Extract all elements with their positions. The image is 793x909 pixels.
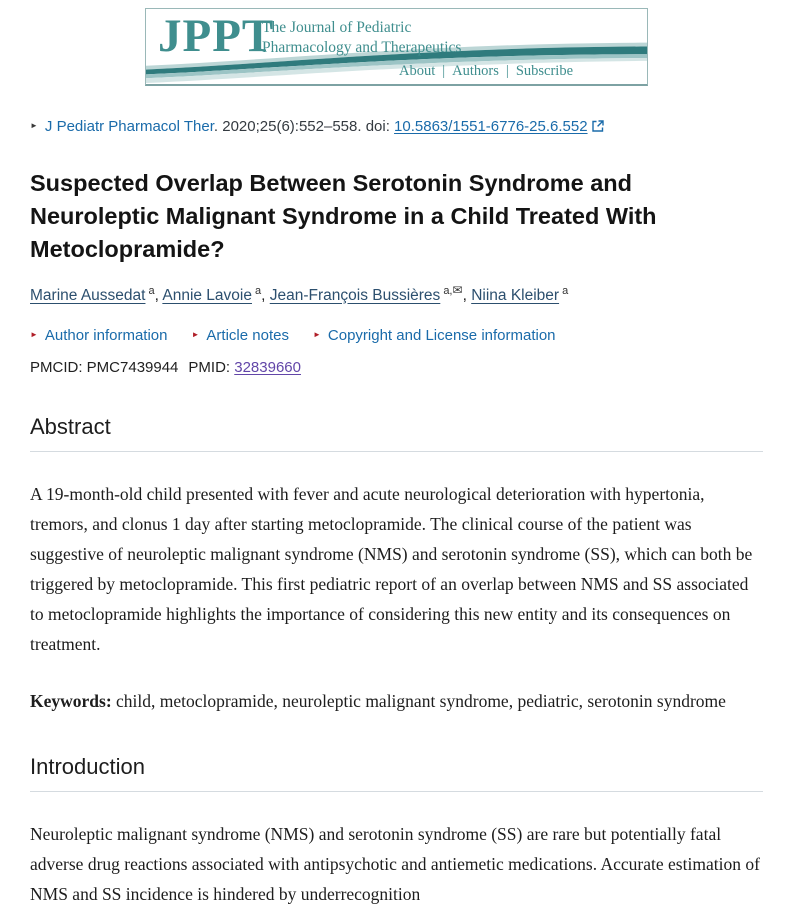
banner-nav bbox=[399, 63, 573, 80]
citation-detail: . 2020;25(6):552–558. doi: bbox=[213, 118, 395, 135]
author-affiliation-sup: a bbox=[148, 284, 155, 297]
pmcid-label: PMCID: bbox=[30, 358, 87, 376]
external-link-icon bbox=[592, 120, 604, 132]
envelope-icon[interactable]: ✉ bbox=[452, 282, 463, 297]
journal-name bbox=[262, 18, 461, 58]
nav-separator: | bbox=[505, 63, 509, 79]
author-separator: , bbox=[462, 286, 472, 304]
author-information-link[interactable] bbox=[30, 327, 168, 344]
article-info-links bbox=[30, 327, 763, 344]
author-link[interactable]: Annie Lavoie bbox=[162, 286, 252, 304]
banner-nav-subscribe[interactable]: Subscribe bbox=[515, 63, 573, 79]
author-link[interactable]: Niina Kleiber bbox=[471, 286, 560, 304]
citation-line bbox=[30, 118, 763, 135]
introduction-text: Neuroleptic malignant syndrome (NMS) and serotonin syndrome (SS) are rare but potentially fatal adverse drug reactions associated with antipsychotic and antiemetic medications. Accurate estimation of NMS and SS incidence is hindered by underrecognition bbox=[30, 823, 760, 904]
keywords-label: Keywords: bbox=[30, 690, 112, 711]
triangle-icon: ► bbox=[30, 330, 38, 340]
pmid-link[interactable]: 32839660 bbox=[234, 358, 301, 376]
copyright-license-label: Copyright and License information bbox=[327, 326, 556, 344]
abstract-section bbox=[30, 414, 763, 716]
author-link[interactable]: Marine Aussedat bbox=[30, 286, 146, 304]
article-main bbox=[0, 118, 793, 909]
citation-marker-icon: ► bbox=[30, 121, 38, 130]
copyright-license-link[interactable] bbox=[313, 327, 556, 344]
journal-banner bbox=[145, 8, 648, 86]
doi-link[interactable]: 10.5863/1551-6776-25.6.552 bbox=[394, 118, 588, 135]
nav-separator: | bbox=[442, 63, 446, 79]
author-list bbox=[30, 283, 763, 305]
journal-abbrev-link[interactable]: J Pediatr Pharmacol Ther bbox=[44, 118, 214, 135]
pmcid-value: PMC7439944 bbox=[86, 358, 179, 376]
abstract-heading: Abstract bbox=[30, 414, 763, 452]
banner-nav-about[interactable]: About bbox=[399, 63, 436, 79]
author-affiliation-sup: a,✉ bbox=[443, 282, 463, 297]
pmid-label: PMID: bbox=[188, 358, 235, 376]
author-affiliation-sup: a bbox=[562, 284, 569, 297]
author-separator: , bbox=[154, 286, 163, 304]
triangle-icon: ► bbox=[312, 330, 321, 340]
author-information-label: Author information bbox=[44, 326, 168, 344]
journal-name-line2: Pharmacology and Therapeutics bbox=[262, 39, 462, 57]
keywords-line bbox=[30, 686, 763, 716]
author-affiliation-sup: a bbox=[254, 284, 262, 297]
article-title: Suspected Overlap Between Serotonin Syndrome and Neuroleptic Malignant Syndrome in a Child Treated With Metoclopramide? bbox=[30, 170, 657, 262]
article-notes-link[interactable] bbox=[192, 327, 289, 344]
abstract-text: A 19-month-old child presented with fever and acute neurological deterioration with hypertonia, tremors, and clonus 1 day after starting metoclopramide. The clinical course of the patient was suggestive of neuroleptic malignant syndrome (NMS) and serotonin syndrome (SS), which can both be triggered by metoclopramide. This first pediatric report of an overlap between NMS and SS associated to metoclopramide highlights the importance of considering this new entity and its consequences on treatment. bbox=[30, 483, 753, 654]
jppt-logo[interactable]: JPPT bbox=[158, 10, 275, 62]
article-notes-label: Article notes bbox=[206, 326, 289, 344]
author-separator: , bbox=[261, 286, 270, 304]
keywords-text: child, metoclopramide, neuroleptic malignant syndrome, pediatric, serotonin syndrome bbox=[111, 690, 726, 711]
introduction-heading: Introduction bbox=[30, 754, 763, 792]
article-ids bbox=[30, 359, 763, 376]
pmc-article-page bbox=[0, 8, 793, 904]
journal-name-line1: The Journal of Pediatric bbox=[262, 19, 412, 36]
introduction-section bbox=[30, 754, 763, 909]
banner-nav-authors[interactable]: Authors bbox=[452, 63, 499, 79]
author-link[interactable]: Jean-François Bussières bbox=[269, 286, 441, 304]
triangle-icon: ► bbox=[191, 330, 200, 340]
